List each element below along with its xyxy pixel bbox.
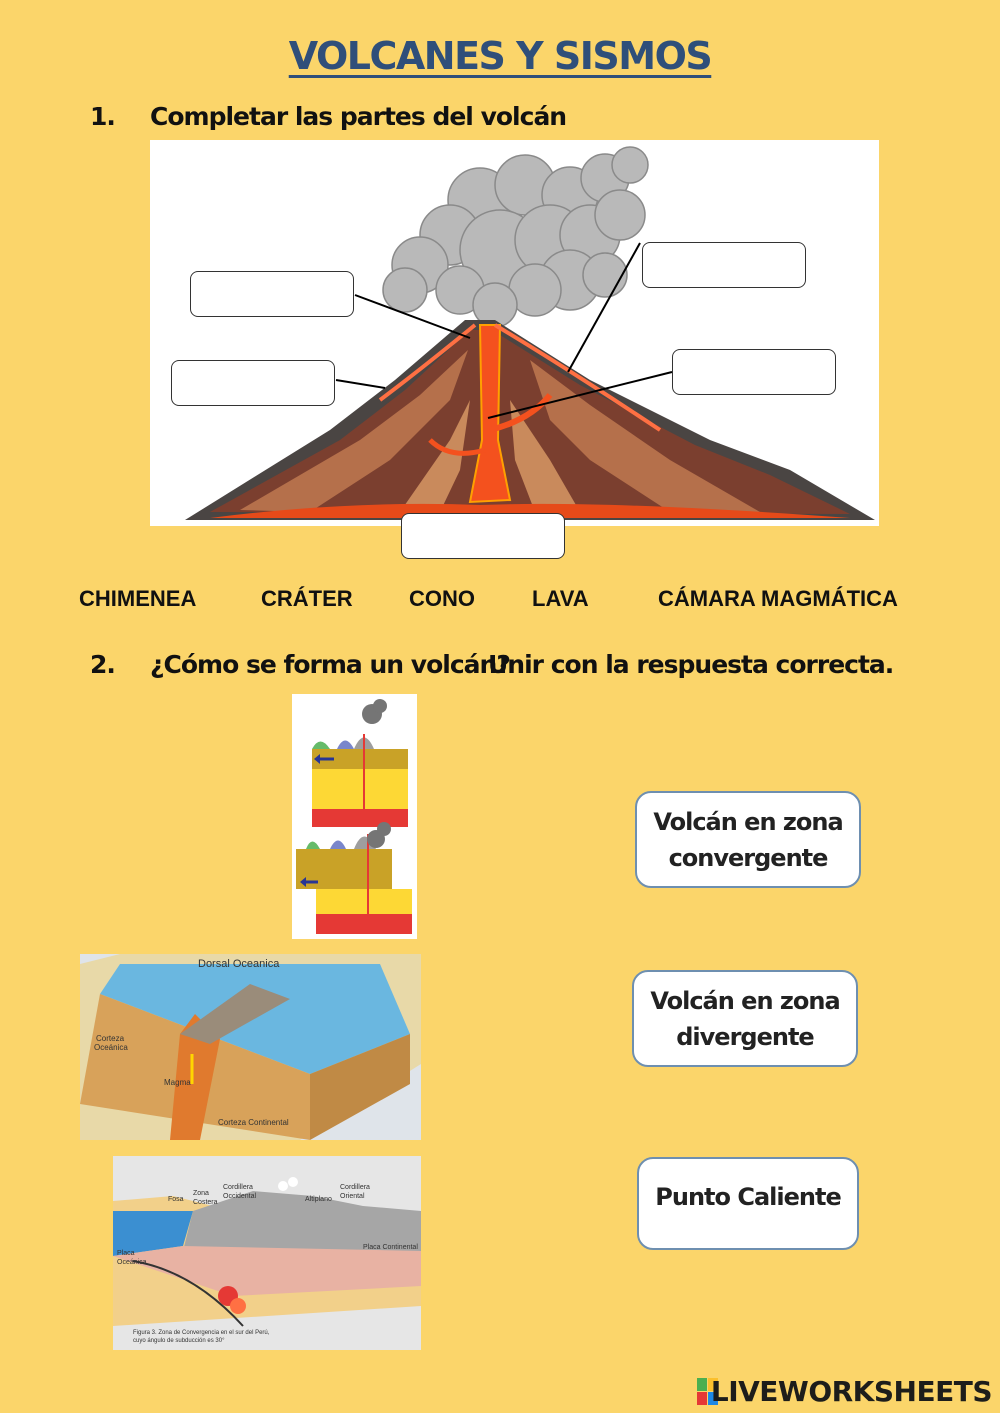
worksheet-title: VOLCANES Y SISMOS — [288, 34, 712, 78]
word-bank-item: CRÁTER — [261, 586, 353, 611]
word-bank-item: CÁMARA MAGMÁTICA — [658, 586, 898, 611]
diagram-label: Cordillera — [340, 1184, 370, 1191]
diagram-caption: cuyo ángulo de subducción es 30° — [133, 1338, 225, 1344]
liveworksheets-brand[interactable]: LIVEWORKSHEETS — [710, 1375, 992, 1408]
diagram-label: Altiplano — [305, 1196, 332, 1203]
answer-line: Volcán en zona — [650, 986, 840, 1015]
volcano-label-blank-lava[interactable] — [642, 242, 806, 288]
answer-line: Punto Caliente — [655, 1183, 841, 1211]
diagram-label: Corteza Continental — [218, 1118, 289, 1127]
word-bank-item: CHIMENEA — [79, 586, 197, 611]
diagram-label: Oceánica — [94, 1043, 128, 1052]
question-1-number: 1. — [90, 102, 115, 131]
subduction-zone-diagram[interactable] — [113, 1156, 421, 1350]
diagram-label: Placa — [117, 1250, 135, 1257]
answer-convergent[interactable] — [635, 791, 861, 888]
question-2-instruction: Unir con la respuesta correcta. — [488, 650, 894, 679]
answer-divergent[interactable] — [632, 970, 858, 1067]
volcano-label-blank-magma-chamber[interactable] — [401, 513, 565, 559]
answer-line: Volcán en zona — [653, 807, 843, 836]
diagram-label: Oriental — [340, 1193, 365, 1200]
volcano-drawing — [150, 140, 879, 526]
word-bank-item: LAVA — [532, 586, 589, 611]
hotspot-diagram-bottom — [296, 822, 412, 934]
volcano-label-blank-cone[interactable] — [171, 360, 335, 406]
diagram-label: Occidental — [223, 1193, 257, 1200]
oceanic-ridge-diagram[interactable] — [80, 954, 421, 1140]
diagram-label: Placa Continental — [363, 1244, 418, 1251]
diagram-label: Corteza — [96, 1034, 125, 1043]
volcano-label-blank-crater[interactable] — [190, 271, 354, 317]
question-1-text: Completar las partes del volcán — [150, 102, 567, 131]
answer-hotspot[interactable] — [637, 1157, 859, 1250]
question-2-text: ¿Cómo se forma un volcán? — [150, 650, 510, 679]
diagram-label: Cordillera — [223, 1184, 253, 1191]
answer-line: convergente — [668, 843, 828, 872]
diagram-label: Fosa — [168, 1196, 184, 1203]
volcano-illustration — [150, 140, 879, 526]
word-bank-item: CONO — [409, 586, 475, 611]
question-2-number: 2. — [90, 650, 115, 679]
diagram-label: Costera — [193, 1199, 218, 1206]
diagram-title: Dorsal Oceanica — [198, 958, 280, 970]
diagram-label: Oceánica — [117, 1259, 147, 1266]
diagram-label: Magma — [164, 1078, 191, 1087]
diagram-label: Zona — [193, 1190, 209, 1197]
answer-line: divergente — [676, 1022, 814, 1051]
hotspot-diagram-top — [312, 699, 408, 827]
volcano-label-blank-chimney[interactable] — [672, 349, 836, 395]
diagram-caption: Figura 3. Zona de Convergencia en el sur del Perú, — [133, 1330, 270, 1336]
hotspot-diagram[interactable] — [292, 694, 417, 939]
